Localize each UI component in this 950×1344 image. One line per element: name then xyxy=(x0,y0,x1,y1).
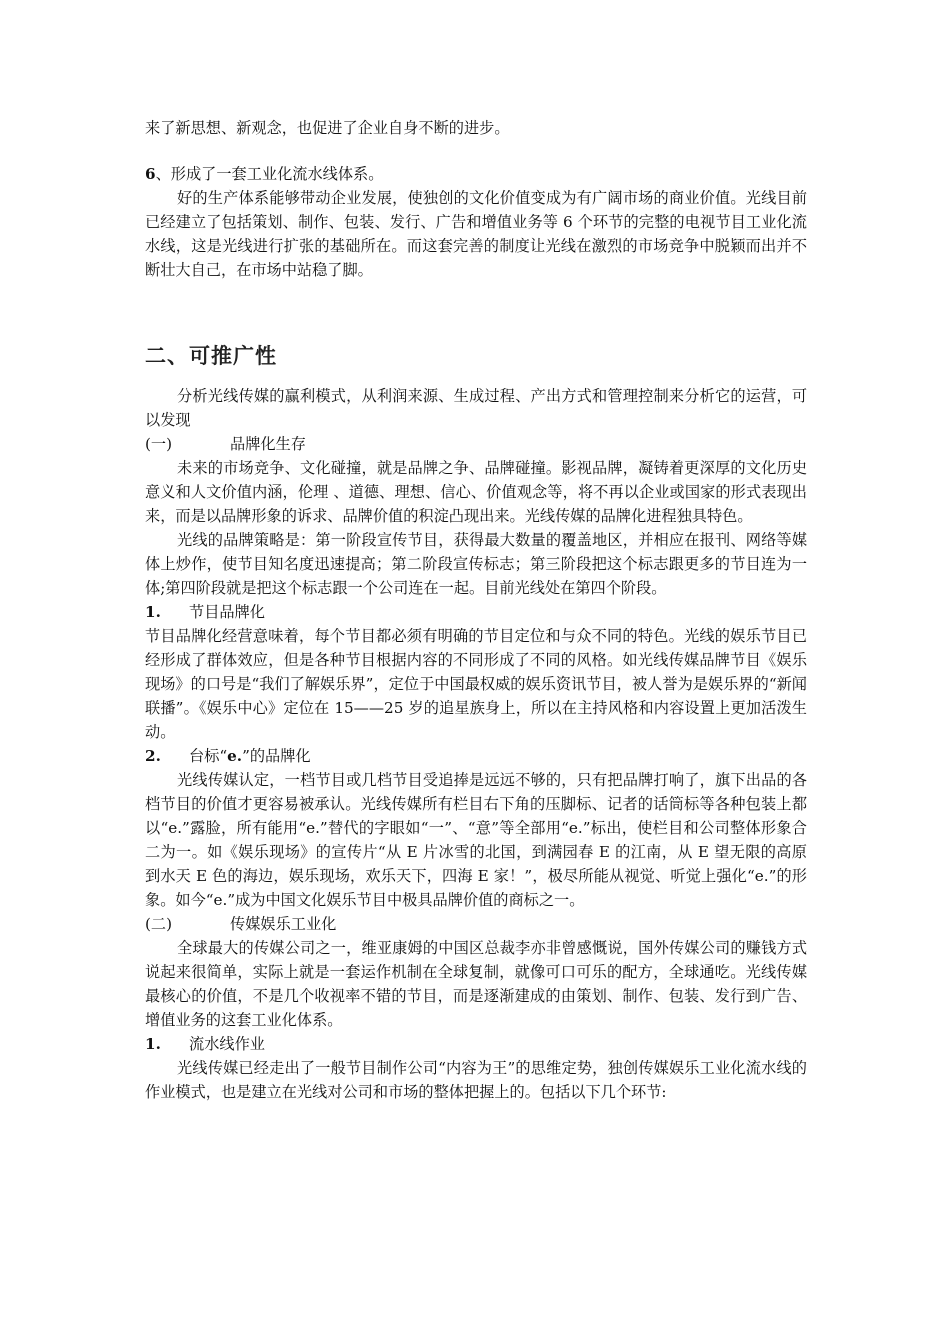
item-title: 节目品牌化 xyxy=(189,603,265,621)
heading-6-text: 、形成了一套工业化流水线体系。 xyxy=(155,165,384,183)
item-heading-3 xyxy=(145,1032,807,1056)
item-heading-1 xyxy=(145,600,807,624)
paragraph-6: 好的生产体系能够带动企业发展，使独创的文化价值变成为有广阔市场的商业价值。光线目前已经建立了包括策划、制作、包装、发行、广告和增值业务等 6 个环节的完整的电视节目工业化流水线，这是光线进行扩张的基础所在。而这套完善的制度让光线在激烈的市场竞争中脱颖而出并不断壮大自己，在市场中站稳了脚。 xyxy=(145,189,807,279)
section-intro: 分析光线传媒的赢利模式，从利润来源、生成过程、产出方式和管理控制来分析它的运营，可以发现 xyxy=(145,387,807,429)
item-heading-2 xyxy=(145,744,807,768)
subsection-title: 品牌化生存 xyxy=(230,435,306,453)
paragraph: 未来的市场竞争、文化碰撞，就是品牌之争、品牌碰撞。影视品牌，凝铸着更深厚的文化历史意义和人文价值内涵，伦理 、道德、理想、信心、价值观念等，将不再以企业或国家的形式表现出来，而是以品牌形象的诉求、品牌价值的积淀凸现出来。光线传媒的品牌化进程独具特色。 xyxy=(145,459,807,525)
document-body xyxy=(145,116,807,1104)
subsection-heading-2 xyxy=(145,912,807,936)
subsection-number: (一) xyxy=(145,435,173,453)
item-title: 流水线作业 xyxy=(189,1035,265,1053)
heading-6-number: 6 xyxy=(145,165,156,183)
item-title xyxy=(189,744,311,768)
item-number: 2. xyxy=(145,747,161,765)
item-number: 1. xyxy=(145,1035,161,1053)
item-title-logo-text: e. xyxy=(227,747,243,765)
paragraph: 光线传媒认定，一档节目或几档节目受追捧是远远不够的，只有把品牌打响了，旗下出品的各档节目的价值才更容易被承认。光线传媒所有栏目右下角的压脚标、记者的话筒标等各种包装上都以“e.”露脸，所有能用“e.”替代的字眼如“一”、“意”等全部用“e.”标出，使栏目和公司整体形象合二为一。如《娱乐现场》的宣传片“从 E 片冰雪的北国，到满园春 E 的江南，从 E 望无限的高原到水天 E 色的海边，娱乐现场，欢乐天下，四海 E 家！”，极尽所能从视觉、听觉上强化“e.”的形象。如今“e.”成为中国文化娱乐节目中极具品牌价值的商标之一。 xyxy=(145,771,807,909)
paragraph: 光线传媒已经走出了一般节目制作公司“内容为王”的思维定势，独创传媒娱乐工业化流水线的作业模式，也是建立在光线对公司和市场的整体把握上的。包括以下几个环节: xyxy=(145,1059,807,1101)
spacer xyxy=(145,140,807,162)
paragraph: 节目品牌化经营意味着，每个节目都必须有明确的节目定位和与众不同的特色。光线的娱乐节目已经形成了群体效应，但是各种节目根据内容的不同形成了不同的风格。如光线传媒品牌节目《娱乐现场》的口号是“我们了解娱乐界”，定位于中国最权威的娱乐资讯节目，被人誉为是娱乐界的“新闻联播”。《娱乐中心》定位在 15——25 岁的追星族身上，所以在主持风格和内容设置上更加活泼生动。 xyxy=(145,627,807,741)
item-title-part: ”的品牌化 xyxy=(242,747,311,765)
item-title-part: 台标“ xyxy=(189,747,228,765)
paragraph-intro-end: 来了新思想、新观念，也促进了企业自身不断的进步。 xyxy=(145,119,510,137)
item-number: 1. xyxy=(145,603,161,621)
subsection-title: 传媒娱乐工业化 xyxy=(230,915,337,933)
subsection-heading-1 xyxy=(145,432,807,456)
section-title: 二、可推广性 xyxy=(145,344,277,368)
subsection-number: (二) xyxy=(145,915,173,933)
heading-6 xyxy=(145,162,807,186)
paragraph: 光线的品牌策略是：第一阶段宣传节目，获得最大数量的覆盖地区，并相应在报刊、网络等媒体上炒作，使节目知名度迅速提高；第二阶段宣传标志；第三阶段把这个标志跟更多的节目连为一体;第四阶段就是把这个标志跟一个公司连在一起。目前光线处在第四个阶段。 xyxy=(145,531,807,597)
spacer xyxy=(145,282,807,340)
paragraph: 全球最大的传媒公司之一，维亚康姆的中国区总裁李亦非曾感慨说，国外传媒公司的赚钱方式说起来很简单，实际上就是一套运作机制在全球复制，就像可口可乐的配方，全球通吃。光线传媒最核心的价值，不是几个收视率不错的节目，而是逐渐建成的由策划、制作、包装、发行到广告、增值业务的这套工业化体系。 xyxy=(145,939,807,1029)
